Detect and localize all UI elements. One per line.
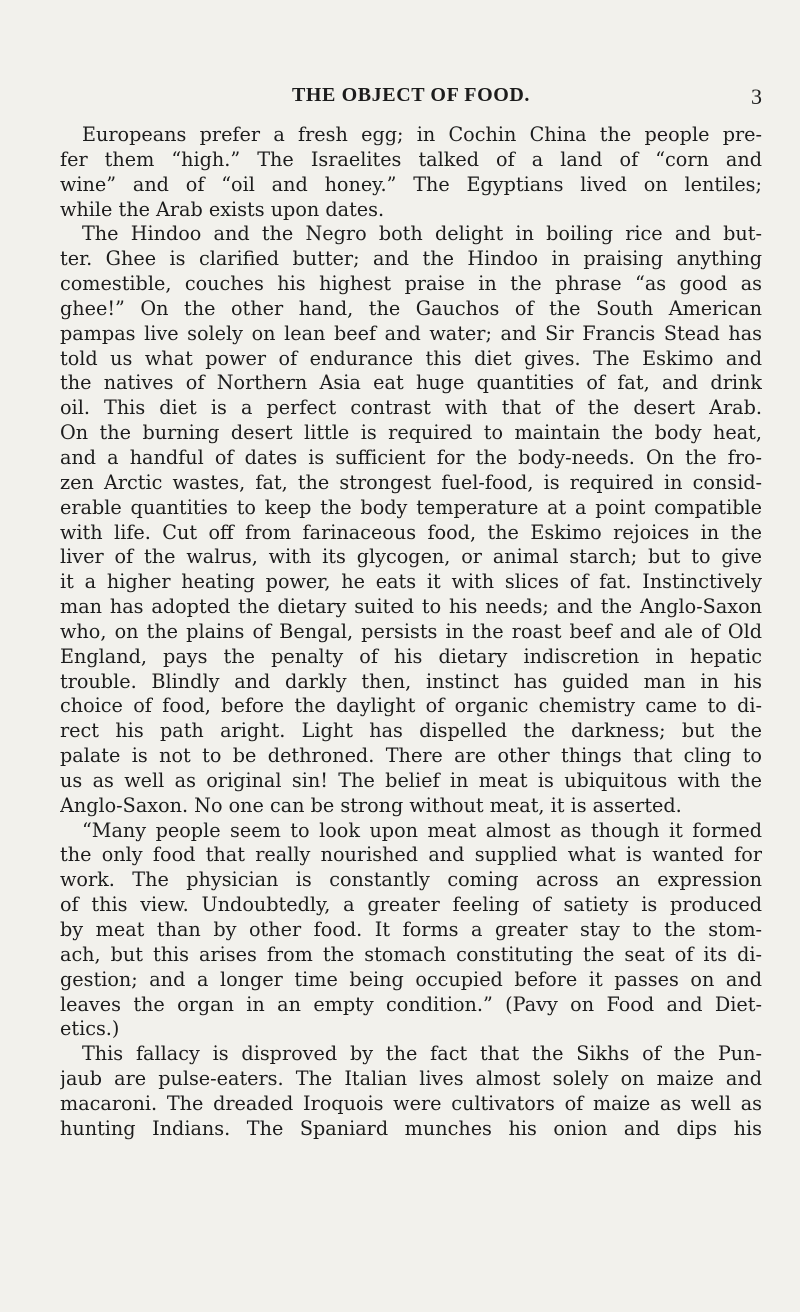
text-line: us as well as original sin! The belief in meat is ubiquitous with the <box>60 768 762 792</box>
text-line: the only food that really nourished and supplied what is wanted for <box>60 843 762 867</box>
text-line: Anglo-Saxon. No one can be strong without meat, it is asserted. <box>60 793 682 817</box>
text-line: gestion; and a longer time being occupied before it passes on and <box>60 967 762 991</box>
text-line: ach, but this arises from the stomach constituting the seat of its di- <box>60 942 762 966</box>
text-line: and a handful of dates is sufficient for the body-needs. On the fro- <box>60 445 762 469</box>
text-line: erable quantities to keep the body temperature at a point compatible <box>60 495 762 519</box>
text-line: hunting Indians. The Spaniard munches his onion and dips his <box>60 1116 762 1140</box>
text-line: man has adopted the dietary suited to his needs; and the Anglo-Saxon <box>60 595 762 619</box>
text-line: choice of food, before the daylight of organic chemistry came to di- <box>60 694 762 718</box>
text-line: etics.) <box>60 1017 120 1041</box>
text-line: wine” and of “oil and honey.” The Egyptians lived on lentiles; <box>60 172 762 196</box>
text-line: pampas live solely on lean beef and water; and Sir Francis Stead has <box>60 321 762 345</box>
text-line: On the burning desert little is required to maintain the body heat, <box>60 421 762 445</box>
text-line: leaves the organ in an empty condition.” (Pavy on Food and Diet- <box>60 992 762 1016</box>
text-line: palate is not to be dethroned. There are other things that cling to <box>60 744 762 768</box>
text-line: This fallacy is disproved by the fact that the Sikhs of the Pun- <box>82 1042 762 1066</box>
text-line: ter. Ghee is clarified butter; and the Hindoo in praising anything <box>60 247 762 271</box>
text-line: The Hindoo and the Negro both delight in boiling rice and but- <box>82 222 762 246</box>
text-line: fer them “high.” The Israelites talked of a land of “corn and <box>60 147 762 171</box>
text-line: oil. This diet is a perfect contrast with that of the desert Arab. <box>60 396 762 420</box>
text-line: by meat than by other food. It forms a greater stay to the stom- <box>60 918 762 941</box>
text-line: “Many people seem to look upon meat almost as though it formed <box>82 818 762 842</box>
text-line: work. The physician is constantly coming across an expression <box>60 868 762 892</box>
text-line: while the Arab exists upon dates. <box>60 197 385 221</box>
text-line: told us what power of endurance this diet gives. The Eskimo and <box>60 346 762 370</box>
text-line: the natives of Northern Asia eat huge quantities of fat, and drink <box>60 371 762 395</box>
text-line: macaroni. The dreaded Iroquois were cultivators of maize as well as <box>60 1091 762 1115</box>
text-line: zen Arctic wastes, fat, the strongest fuel-food, is required in consid- <box>60 470 762 494</box>
text-line: who, on the plains of Bengal, persists in the roast beef and ale of Old <box>60 619 762 643</box>
text-line: ghee!” On the other hand, the Gauchos of the South American <box>60 296 762 320</box>
text-line: Europeans prefer a fresh egg; in Cochin China the people pre- <box>82 123 762 146</box>
text-line: jaub are pulse-eaters. The Italian lives almost solely on maize and <box>60 1067 762 1091</box>
text-line: it a higher heating power, he eats it with slices of fat. Instinctively <box>60 570 762 594</box>
text-line: trouble. Blindly and darkly then, instinct has guided man in his <box>60 669 762 693</box>
chapter-title: THE OBJECT OF FOOD. <box>291 84 531 106</box>
body-text <box>60 123 762 1142</box>
text-line: with life. Cut off from farinaceous food, the Eskimo rejoices in the <box>60 520 762 544</box>
text-line: of this view. Undoubtedly, a greater feeling of satiety is produced <box>60 893 762 917</box>
page-number: 3 <box>751 84 762 109</box>
text-line: rect his path aright. Light has dispelled the darkness; but the <box>60 719 762 743</box>
running-head <box>60 84 762 110</box>
text-line: England, pays the penalty of his dietary indiscretion in hepatic <box>60 644 762 668</box>
text-line: comestible, couches his highest praise in the phrase “as good as <box>60 272 762 296</box>
text-line: liver of the walrus, with its glycogen, or animal starch; but to give <box>60 545 762 569</box>
